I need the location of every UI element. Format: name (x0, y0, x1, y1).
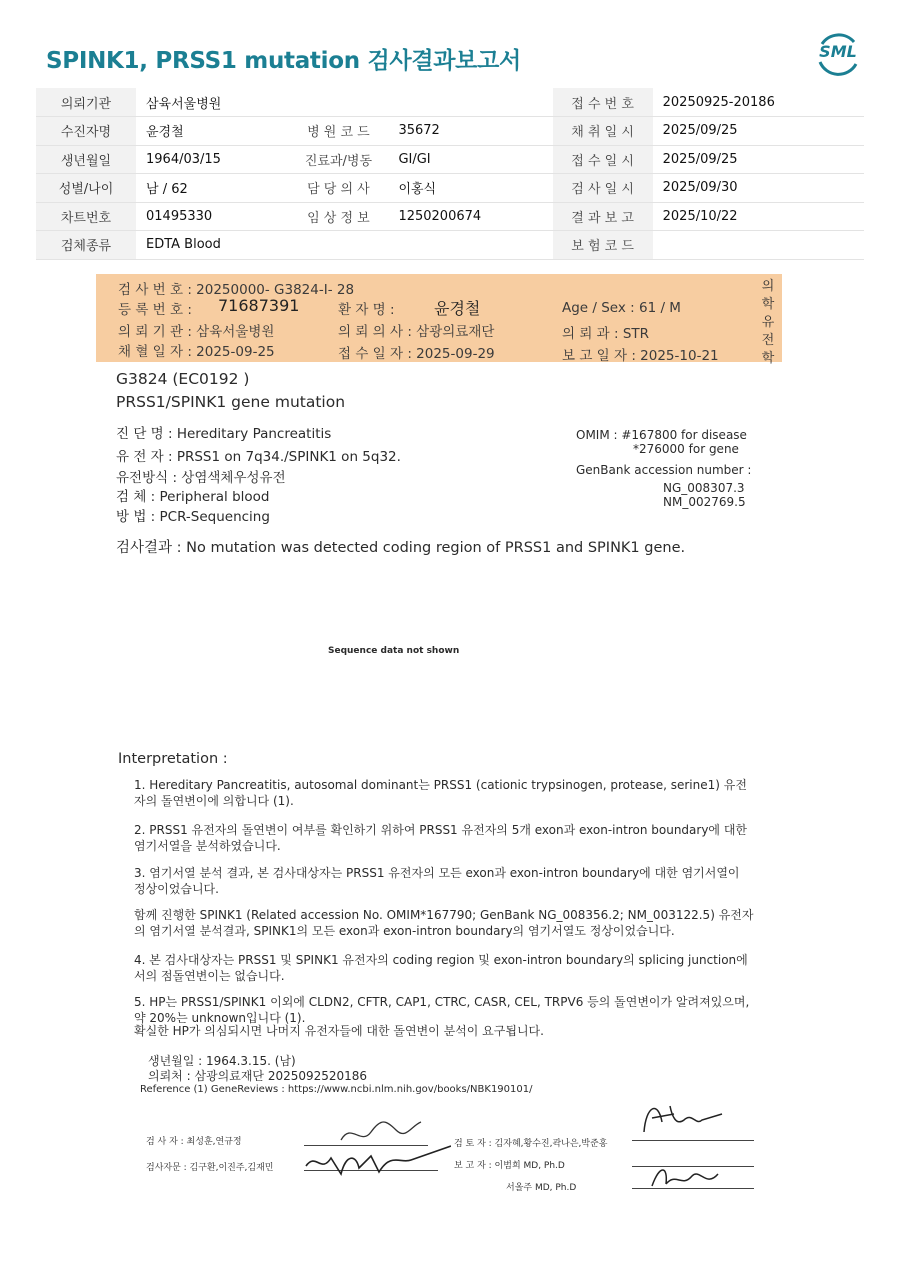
info-value: 윤경철 (136, 117, 288, 146)
test-result: 검사결과 : No mutation was detected coding region of PRSS1 and SPINK1 gene. (116, 540, 686, 556)
info-label: 채 취 일 시 (553, 117, 653, 146)
receipt-date: 접 수 일 자 : 2025-09-29 (338, 346, 495, 362)
interpretation-point-1: 1. Hereditary Pancreatitis, autosomal dominant는 PRSS1 (cationic trypsinogen, protease, serine1) 유전자의 돌연변이에 의합니다 (1). (134, 778, 747, 808)
signature-reporter (646, 1160, 726, 1192)
reporter: 보 고 자 : 이범희 MD, Ph.D (454, 1161, 565, 1171)
info-row (36, 174, 864, 203)
interpretation-heading: Interpretation : (118, 751, 228, 767)
specimen: 검 체 : Peripheral blood (116, 489, 270, 505)
method: 방 법 : PCR-Sequencing (116, 509, 270, 525)
registration-number: 71687391 (218, 296, 300, 315)
test-code: G3824 (EC0192 ) (116, 370, 250, 388)
info-label: 검체종류 (36, 231, 136, 260)
info-value (388, 88, 552, 117)
info-label: 차트번호 (36, 202, 136, 231)
info-row (36, 117, 864, 146)
test-number: 검 사 번 호 : 20250000- G3824-I- 28 (118, 282, 355, 298)
info-value: 2025/09/25 (653, 117, 864, 146)
age-sex: Age / Sex : 61 / M (562, 300, 681, 316)
referrer-note: 의뢰처 : 삼광의료재단 2025092520186 (148, 1069, 368, 1083)
interpretation-spink1: 함께 진행한 SPINK1 (Related accession No. OMIM*167790; GenBank NG_008356.2; NM_003122.5) 유전자의 염기서열 분석결과, SPINK1의 모든 exon과 exon-intron boundary의 염기서열도 정상이었습니다. (134, 908, 754, 938)
reference: Reference (1) GeneReviews : https://www.ncbi.nlm.nih.gov/books/NBK190101/ (140, 1084, 533, 1095)
side-char: 학 (761, 297, 775, 312)
info-value: 01495330 (136, 202, 288, 231)
genbank-ng: NG_008307.3 (663, 481, 745, 495)
info-label (288, 231, 388, 260)
interpretation-point-5: 5. HP는 PRSS1/SPINK1 이외에 CLDN2, CFTR, CAP1, CTRC, CASR, CEL, TRPV6 등의 돌연변이가 알려져있으며, 약 20%는 unknown입니다 (1). (134, 995, 750, 1025)
omim-gene: *276000 for gene (633, 442, 739, 456)
interpretation-point-2: 2. PRSS1 유전자의 돌연변이 여부를 확인하기 위하여 PRSS1 유전자의 5개 exon과 exon-intron boundary에 대한 염기서열을 분석하였습니다. (134, 823, 748, 853)
info-label (288, 88, 388, 117)
info-label: 담 당 의 사 (288, 174, 388, 203)
birth-date-note: 생년월일 : 1964.3.15. (남) (148, 1054, 296, 1068)
info-label: 임 상 정 보 (288, 202, 388, 231)
info-label: 수진자명 (36, 117, 136, 146)
signature-advisor (301, 1144, 451, 1184)
info-value: 삼육서울병원 (136, 88, 288, 117)
side-char: 의 (761, 279, 775, 294)
info-label: 병 원 코 드 (288, 117, 388, 146)
tester: 검 사 자 : 최성훈,연규정 (146, 1137, 242, 1147)
info-label: 의뢰기관 (36, 88, 136, 117)
info-value: 2025/09/25 (653, 145, 864, 174)
scanned-report (96, 270, 786, 1200)
signature-tester (336, 1112, 426, 1148)
info-value: 2025/09/30 (653, 174, 864, 203)
referring-department: 의 뢰 과 : STR (562, 326, 650, 342)
advisor: 검사자문 : 김구환,이진주,김재민 (146, 1163, 274, 1173)
info-label: 보 험 코 드 (553, 231, 653, 260)
patient-name-label: 환 자 명 : (338, 302, 395, 318)
interpretation-point-4: 4. 본 검사대상자는 PRSS1 및 SPINK1 유전자의 coding region 및 exon-intron boundary의 splicing junction에서의 점돌연변이는 없습니다. (134, 953, 748, 983)
patient-info-table (36, 88, 864, 260)
side-vertical-label (760, 278, 776, 368)
info-label: 생년월일 (36, 145, 136, 174)
info-row (36, 88, 864, 117)
referring-doctor: 의 뢰 의 사 : 삼광의료재단 (338, 324, 495, 340)
info-label: 검 사 일 시 (553, 174, 653, 203)
referring-institution: 의 뢰 기 관 : 삼육서울병원 (118, 324, 275, 340)
report-date: 보 고 일 자 : 2025-10-21 (562, 348, 719, 364)
registration-label: 등 록 번 호 : (118, 302, 192, 318)
genbank-nm: NM_002769.5 (663, 495, 746, 509)
logo-text: SML (819, 42, 857, 61)
info-value: 1964/03/15 (136, 145, 288, 174)
signature-reviewer (636, 1096, 726, 1140)
signature-line-reviewer (632, 1140, 754, 1141)
omim-disease: OMIM : #167800 for disease (576, 428, 747, 442)
info-value: 남 / 62 (136, 174, 288, 203)
page-title: SPINK1, PRSS1 mutation 검사결과보고서 (46, 48, 521, 74)
side-char: 유 (761, 315, 775, 330)
info-label: 진료과/병동 (288, 145, 388, 174)
info-label: 접 수 일 시 (553, 145, 653, 174)
reporter-second: 서올주 MD, Ph.D (506, 1183, 577, 1193)
info-value: 20250925-20186 (653, 88, 864, 117)
info-row (36, 145, 864, 174)
info-value: 35672 (388, 117, 552, 146)
info-value (388, 231, 552, 260)
interpretation-point-3: 3. 염기서열 분석 결과, 본 검사대상자는 PRSS1 유전자의 모든 exon과 exon-intron boundary에 대한 염기서열이 정상이었습니다. (134, 866, 740, 896)
info-value: 이홍식 (388, 174, 552, 203)
test-name: PRSS1/SPINK1 gene mutation (116, 393, 346, 411)
sml-logo (814, 30, 862, 76)
info-value: 1250200674 (388, 202, 552, 231)
side-char: 학 (761, 351, 775, 366)
collection-date: 채 혈 일 자 : 2025-09-25 (118, 344, 275, 360)
genbank-label: GenBank accession number : (576, 463, 752, 477)
info-label: 결 과 보 고 (553, 202, 653, 231)
inheritance: 유전방식 : 상염색체우성유전 (116, 470, 286, 486)
info-value: 2025/10/22 (653, 202, 864, 231)
gene: 유 전 자 : PRSS1 on 7q34./SPINK1 on 5q32. (116, 449, 401, 465)
interpretation-recommendation: 확실한 HP가 의심되시면 나머지 유전자들에 대한 돌연변이 분석이 요구됩니다. (134, 1024, 544, 1038)
diagnosis: 진 단 명 : Hereditary Pancreatitis (116, 426, 332, 442)
info-value (653, 231, 864, 260)
reviewer: 검 토 자 : 김자혜,황수진,곽나은,박준홍 (454, 1139, 608, 1149)
side-char: 전 (761, 333, 775, 348)
info-label: 접 수 번 호 (553, 88, 653, 117)
report-header-band (96, 274, 782, 366)
patient-name: 윤경철 (434, 299, 481, 318)
info-row (36, 231, 864, 260)
info-value: EDTA Blood (136, 231, 288, 260)
info-label: 성별/나이 (36, 174, 136, 203)
sequence-note: Sequence data not shown (328, 646, 460, 656)
info-row (36, 202, 864, 231)
info-value: GI/GI (388, 145, 552, 174)
